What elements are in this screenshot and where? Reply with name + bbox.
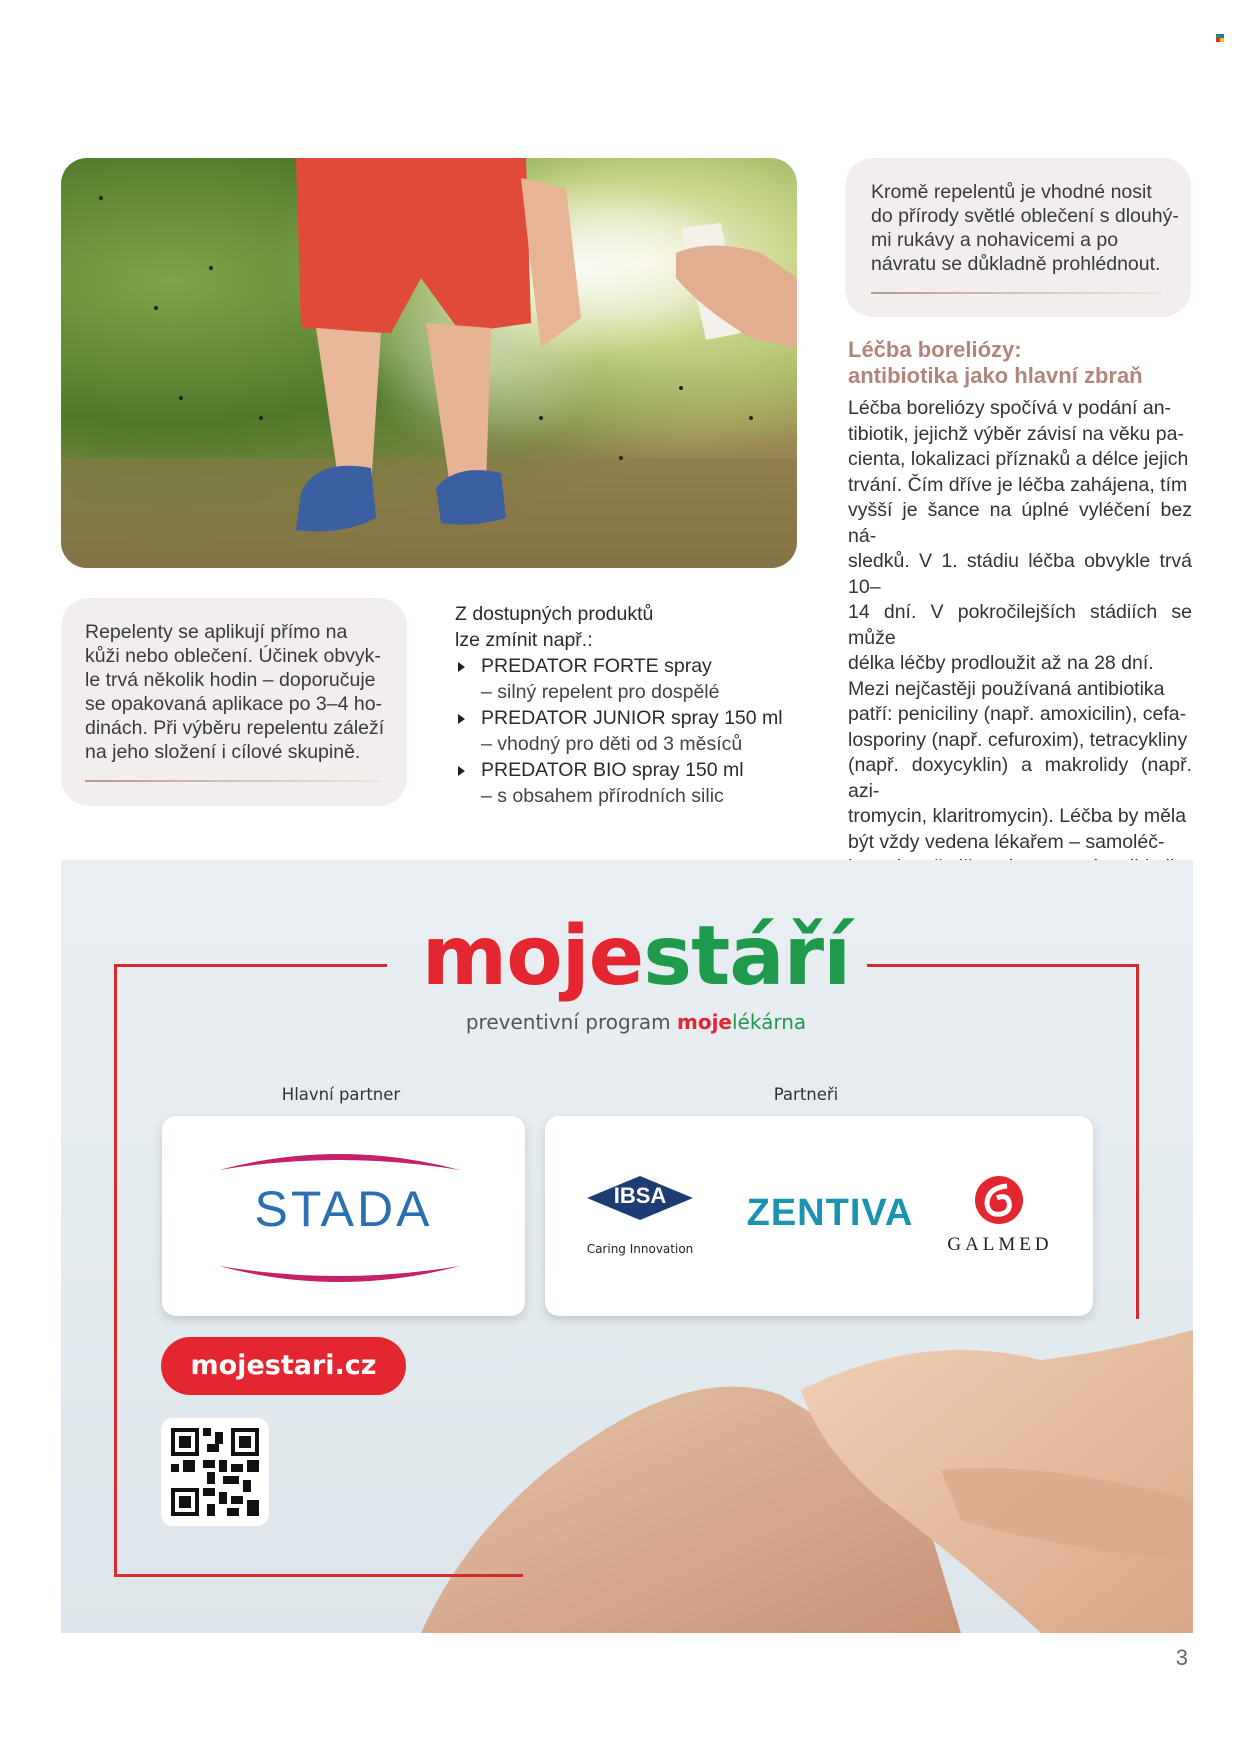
info-line: dinách. Při výběru repelentu záleží	[85, 717, 385, 739]
website-button[interactable]: mojestari.cz	[161, 1337, 406, 1395]
product-desc: – s obsahem přírodních silic	[481, 785, 724, 807]
tip-line: do přírody světlé oblečení s dlouhý-	[871, 205, 1179, 227]
bullet-triangle-icon	[458, 714, 465, 724]
logo-part-moje: moje	[421, 909, 644, 1004]
product-desc: – vhodný pro děti od 3 měsíců	[481, 733, 743, 755]
body-line: (např. doxycyklin) a makrolidy (např. azi-	[848, 754, 1192, 802]
partners-card	[545, 1116, 1093, 1316]
program-tagline	[361, 1010, 911, 1034]
body-line: délka léčby prodloužit až na 28 dní.	[848, 652, 1154, 674]
product-list	[455, 601, 815, 809]
clothing-tip-box	[845, 158, 1191, 317]
tip-line: Kromě repelentů je vhodné nosit	[871, 181, 1152, 203]
product-item	[455, 705, 815, 757]
tagline-moje: moje	[677, 1010, 732, 1034]
body-line: cienta, lokalizaci příznaků a délce jejich	[848, 448, 1189, 470]
body-line: sledků. V 1. stádiu léčba obvykle trvá 10–	[848, 550, 1192, 598]
ibsa-logo: IBSA	[613, 1183, 667, 1208]
galmed-logo: GALMED	[947, 1234, 1053, 1255]
product-item	[455, 757, 815, 809]
tagline-prefix: preventivní program	[465, 1010, 677, 1034]
child-repellent-photo	[61, 158, 797, 568]
body-line: tromycin, klaritromycin). Léčba by měla	[848, 805, 1187, 827]
product-item	[455, 653, 815, 705]
repellent-info-box	[61, 598, 407, 806]
info-line: kůži nebo oblečení. Účinek obvyk-	[85, 645, 381, 667]
body-line: Mezi nejčastěji používaná antibiotika	[848, 677, 1165, 700]
galmed-emblem-icon	[973, 1174, 1025, 1226]
page-number: 3	[1175, 1645, 1188, 1670]
product-desc: – silný repelent pro dospělé	[481, 681, 720, 703]
zentiva-logo: ZENTIVA	[746, 1192, 914, 1234]
partners-label: Partneři	[773, 1085, 839, 1104]
article-body	[848, 396, 1192, 906]
list-intro: lze zmínit např.:	[455, 629, 593, 651]
body-line: losporiny (např. cefuroxim), tetracykliny	[848, 728, 1188, 751]
frame-line-right	[1136, 964, 1139, 1319]
tagline-lekarna: lékárna	[732, 1010, 807, 1034]
qr-code-icon	[171, 1428, 259, 1516]
product-name: PREDATOR JUNIOR spray 150 ml	[481, 707, 783, 729]
frame-line-top-right	[867, 964, 1139, 967]
list-intro: Z dostupných produktů	[455, 603, 654, 625]
photo-illustration	[61, 158, 797, 568]
mojestari-logo	[411, 909, 861, 1004]
clothing-tip-text	[871, 180, 1181, 276]
tip-line: mi rukávy a nohavicemi a po	[871, 229, 1119, 251]
ibsa-tagline: Caring Innovation	[586, 1242, 694, 1256]
stada-logo: STADA	[254, 1181, 433, 1237]
mojestari-banner	[61, 860, 1193, 1633]
body-line: patří: peniciliny (např. amoxicilin), cefa-	[848, 703, 1187, 725]
qr-code[interactable]	[161, 1418, 269, 1526]
info-line: na jeho složení i cílové skupině.	[85, 741, 361, 763]
product-name: PREDATOR BIO spray 150 ml	[481, 759, 744, 781]
box-divider	[85, 780, 381, 782]
corner-mark-icon	[1216, 34, 1224, 42]
heading-line: Léčba boreliózy:	[848, 337, 1022, 362]
box-divider	[871, 292, 1161, 294]
body-line: tibiotik, jejichž výběr závisí na věku pa-	[848, 422, 1184, 445]
main-partner-card	[162, 1116, 525, 1316]
article-heading	[848, 337, 1188, 389]
frame-line-bottom	[114, 1574, 523, 1577]
heading-line: antibiotika jako hlavní zbraň	[848, 363, 1143, 388]
info-line: se opakovaná aplikace po 3–4 ho-	[85, 693, 383, 715]
bullet-triangle-icon	[458, 766, 465, 776]
body-line: Léčba boreliózy spočívá v podání an-	[848, 397, 1172, 419]
body-line: trvání. Čím dříve je léčba zahájena, tím	[848, 473, 1188, 496]
frame-line-left	[114, 964, 117, 1577]
body-line: být vždy vedena lékařem – samoléč-	[848, 830, 1165, 853]
repellent-info-text	[85, 620, 401, 764]
frame-line-top-left	[114, 964, 387, 967]
main-partner-label: Hlavní partner	[281, 1085, 401, 1104]
body-line: vyšší je šance na úplné vyléčení bez ná-	[848, 499, 1192, 547]
body-line: 14 dní. V pokročilejších stádiích se může	[848, 601, 1192, 649]
info-line: le trvá několik hodin – doporučuje	[85, 669, 376, 691]
tip-line: návratu se důkladně prohlédnout.	[871, 253, 1161, 275]
info-line: Repelenty se aplikují přímo na	[85, 621, 348, 643]
logo-part-stari: stáří	[643, 909, 851, 1004]
product-name: PREDATOR FORTE spray	[481, 655, 712, 677]
bullet-triangle-icon	[458, 662, 465, 672]
